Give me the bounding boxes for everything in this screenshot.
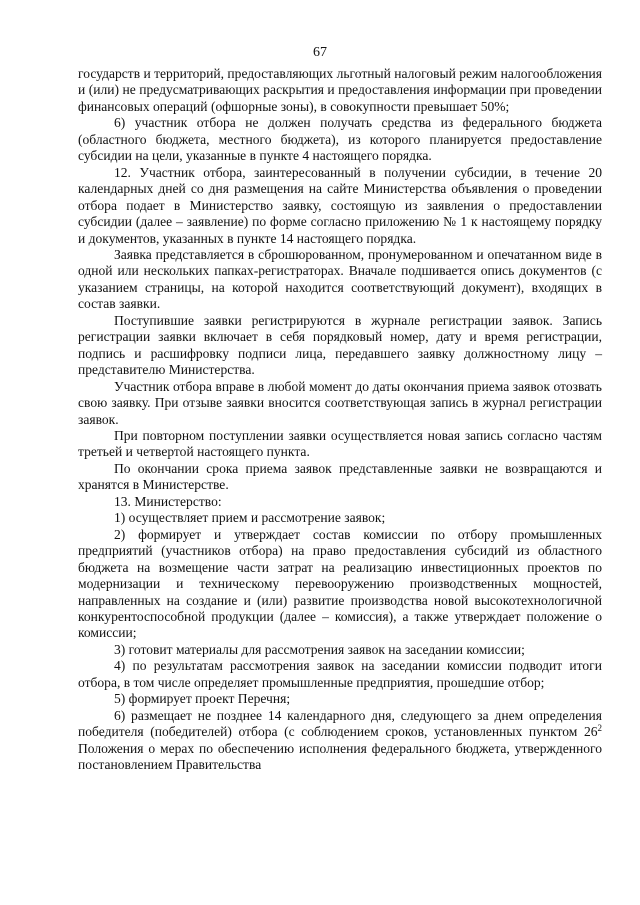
paragraph-application-format: Заявка представляется в сброшюрованном, пронумерованном и опечатанном виде в одной или нескольких папках-регистраторах. Вначале подшивается опись документов (с указанием страницы, на которой находится соответствующий документ), входящих в состав заявки.: [78, 246, 602, 312]
paragraph-offshore-share: государств и территорий, предоставляющих льготный налоговый режим налогообложения и (или) не предусматривающих раскрытия и предоставления информации при проведении финансовых операций (офшорные зоны), в совокупности превышает 50%;: [78, 66, 602, 114]
paragraph-item-13-3: 3) готовит материалы для рассмотрения заявок на заседании комиссии;: [114, 641, 525, 657]
paragraph-item-13-1: 1) осуществляет прием и рассмотрение заявок;: [114, 510, 386, 526]
paragraph-item-13-2: 2) формирует и утверждает состав комиссии по отбору промышленных предприятий (участников отбора) на право предоставления субсидий из областного бюджета на возмещение части затрат на реализацию инвестиционных проектов по модернизации и техническому перевооружению производственных мощностей, направленных на создание и (или) развитие производства новой высокотехнологичной конкурентоспособной продукции (далее – комиссия), а также утверждает положение о комиссии;: [78, 526, 602, 641]
paragraph-item-13-6-text-after: Положения о мерах по обеспечению исполнения федерального бюджета, утвержденного постановлением Правительства: [78, 740, 602, 773]
paragraph-item-12: 12. Участник отбора, заинтересованный в получении субсидии, в течение 20 календарных дней со дня размещения на сайте Министерства объявления о проведении отбора подает в Министерство заявку, состоящую из заявления о предоставлении субсидии (далее – заявление) по форме согласно приложению № 1 к настоящему порядку и документов, указанных в пункте 14 настоящего порядка.: [78, 164, 602, 246]
paragraph-item-13-6: [78, 708, 602, 774]
document-body: [78, 66, 602, 773]
paragraph-item-13-6-superscript: 2: [597, 723, 602, 734]
paragraph-item-13-5: 5) формирует проект Перечня;: [114, 691, 291, 707]
paragraph-item-13-4: 4) по результатам рассмотрения заявок на заседании комиссии подводит итоги отбора, в том числе определяет промышленные предприятия, прошедшие отбор;: [78, 658, 602, 690]
paragraph-application-registration: Поступившие заявки регистрируются в журнале регистрации заявок. Запись регистрации заявки включает в себя порядковый номер, дату и время регистрации, подпись и расшифровку подписи лица, передавшего заявку должностному лицу – представителю Министерства.: [78, 312, 602, 378]
paragraph-item-13-6-text-before: 6) размещает не позднее 14 календарного дня, следующего за днем определения победителя (победителей) отбора (с соблюдением сроков, установленных пунктом 26: [78, 707, 602, 740]
paragraph-application-withdrawal: Участник отбора вправе в любой момент до даты окончания приема заявок отозвать свою заявку. При отзыве заявки вносится соответствующая запись в журнал регистрации заявок.: [78, 378, 602, 427]
page-number: 67: [313, 45, 327, 60]
paragraph-item-13-heading: 13. Министерство:: [114, 493, 222, 509]
paragraph-budget-funds: 6) участник отбора не должен получать средства из федерального бюджета (областного бюджета, местного бюджета), из которого планируется предоставление субсидии на цели, указанные в пункте 4 настоящего порядка.: [78, 115, 602, 164]
paragraph-non-return: По окончании срока приема заявок представленные заявки не возвращаются и хранятся в Министерстве.: [78, 460, 602, 493]
paragraph-repeat-submission: При повторном поступлении заявки осуществляется новая запись согласно частям третьей и четвертой настоящего пункта.: [78, 427, 602, 460]
